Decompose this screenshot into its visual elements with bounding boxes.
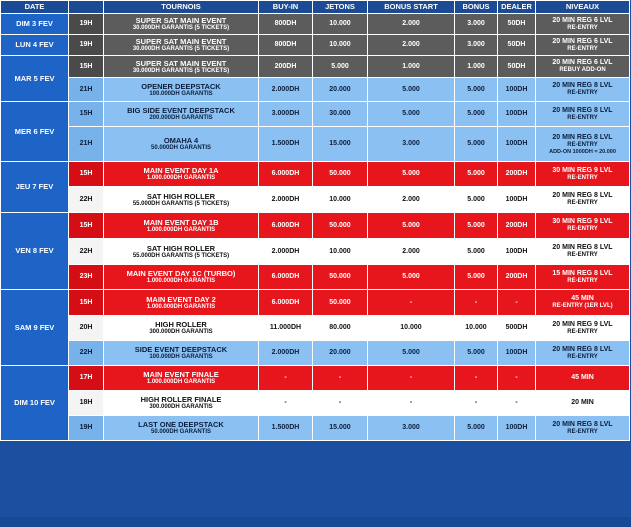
event-name: SUPER SAT MAIN EVENT: [135, 16, 227, 25]
dealer-cell: -: [498, 366, 536, 391]
buy-in-cell: 200DH: [259, 56, 313, 78]
event-guarantee: 1.000.000DH GARANTIS: [146, 175, 216, 181]
niveaux-cell: [536, 391, 630, 416]
event-name: SUPER SAT MAIN EVENT: [135, 58, 227, 68]
event-guarantee: 30.000DH GARANTIS (5 TICKETS): [132, 25, 230, 31]
bonus-start-cell: 5.000: [368, 265, 455, 290]
bonus-cell: -: [455, 391, 498, 416]
buy-in-cell: 800DH: [259, 14, 313, 35]
bonus-start-cell: 2.000: [368, 14, 455, 35]
jetons-cell: 10.000: [313, 187, 368, 213]
event-cell: [104, 265, 259, 290]
niveaux-line: RE-ENTRY: [567, 200, 598, 206]
table-row: [1, 56, 630, 78]
buy-in-cell: 6.000DH: [259, 162, 313, 187]
event-name: MAIN EVENT DAY 2: [146, 294, 216, 304]
jetons-cell: 10.000: [313, 14, 368, 35]
jetons-cell: 50.000: [313, 265, 368, 290]
buy-in-cell: 6.000DH: [259, 290, 313, 316]
event-name: MAIN EVENT DAY 1B: [143, 217, 219, 227]
dealer-cell: 50DH: [498, 56, 536, 78]
time-cell: 19H: [69, 14, 104, 35]
jetons-cell: 80.000: [313, 316, 368, 341]
event-name: SUPER SAT MAIN EVENT: [135, 37, 227, 46]
niveaux-line: 20 MIN REG 6 LVL: [552, 16, 613, 24]
bonus-cell: 3.000: [455, 14, 498, 35]
niveaux-cell: [536, 187, 630, 213]
bonus-start-cell: 5.000: [368, 102, 455, 127]
table-row: [1, 290, 630, 316]
date-cell: MAR 5 FEV: [1, 56, 69, 102]
bonus-cell: -: [455, 290, 498, 316]
header-time: [69, 1, 104, 14]
bonus-start-cell: 5.000: [368, 78, 455, 102]
header-niveaux: NIVEAUX: [536, 1, 630, 14]
table-row: [1, 78, 630, 102]
event-guarantee: 1.000.000DH GARANTIS: [146, 278, 216, 284]
event-cell: [104, 127, 259, 162]
event-name: MAIN EVENT DAY 1C (TURBO): [126, 269, 236, 278]
niveaux-line: 20 MIN: [571, 399, 594, 406]
buy-in-cell: 2.000DH: [259, 78, 313, 102]
bonus-start-cell: 2.000: [368, 35, 455, 56]
niveaux-line: 30 MIN REG 9 LVL: [552, 166, 613, 174]
niveaux-line: ADD-ON 1000DH = 20.000: [549, 148, 616, 155]
jetons-cell: 50.000: [313, 290, 368, 316]
time-cell: 22H: [69, 239, 104, 265]
event-name: HIGH ROLLER: [155, 320, 207, 329]
header-tournois: TOURNOIS: [104, 1, 259, 14]
jetons-cell: 30.000: [313, 102, 368, 127]
event-guarantee: 1.000.000DH GARANTIS: [146, 226, 216, 233]
table-header-row: [1, 1, 630, 14]
event-cell: [104, 78, 259, 102]
event-cell: [104, 341, 259, 366]
header-date: DATE: [1, 1, 69, 14]
event-name: MAIN EVENT DAY 1A: [143, 166, 219, 175]
niveaux-cell: [536, 366, 630, 391]
niveaux-line: RE-ENTRY: [567, 114, 598, 121]
dealer-cell: 100DH: [498, 416, 536, 441]
jetons-cell: 50.000: [313, 162, 368, 187]
niveaux-line: 20 MIN REG 8 LVL: [552, 192, 613, 199]
event-cell: [104, 187, 259, 213]
event-guarantee: 100.000DH GARANTIS: [149, 90, 213, 97]
buy-in-cell: -: [259, 366, 313, 391]
bonus-cell: 3.000: [455, 35, 498, 56]
dealer-cell: 100DH: [498, 239, 536, 265]
buy-in-cell: 3.000DH: [259, 102, 313, 127]
event-cell: [104, 56, 259, 78]
event-name: LAST ONE DEEPSTACK: [138, 420, 224, 429]
time-cell: 15H: [69, 213, 104, 239]
niveaux-cell: [536, 102, 630, 127]
date-cell: SAM 9 FEV: [1, 290, 69, 366]
event-guarantee: 1.000.000DH GARANTIS: [146, 379, 216, 385]
event-cell: [104, 239, 259, 265]
event-cell: [104, 35, 259, 56]
bonus-cell: 5.000: [455, 102, 498, 127]
event-guarantee: 55.000DH GARANTIS (5 TICKETS): [132, 252, 230, 259]
event-guarantee: 30.000DH GARANTIS (5 TICKETS): [132, 46, 230, 52]
dealer-cell: 100DH: [498, 102, 536, 127]
niveaux-line: 20 MIN REG 8 LVL: [552, 82, 613, 89]
niveaux-cell: [536, 14, 630, 35]
niveaux-line: RE-ENTRY: [567, 353, 598, 360]
niveaux-cell: [536, 162, 630, 187]
schedule-body: [1, 14, 630, 441]
date-cell: DIM 10 FEV: [1, 366, 69, 441]
niveaux-line: RE-ENTRY: [567, 90, 598, 96]
bonus-start-cell: 3.000: [368, 416, 455, 441]
bonus-start-cell: -: [368, 391, 455, 416]
buy-in-cell: 1.500DH: [259, 127, 313, 162]
time-cell: 19H: [69, 416, 104, 441]
time-cell: 23H: [69, 265, 104, 290]
date-cell: JEU 7 FEV: [1, 162, 69, 213]
niveaux-line: 30 MIN REG 9 LVL: [552, 218, 613, 225]
niveaux-line: RE-ENTRY: [567, 174, 598, 181]
niveaux-line: RE-ENTRY: [567, 252, 598, 258]
jetons-cell: 15.000: [313, 416, 368, 441]
niveaux-line: RE-ENTRY: [567, 24, 598, 31]
jetons-cell: 15.000: [313, 127, 368, 162]
niveaux-line: 20 MIN REG 8 LVL: [552, 106, 613, 114]
niveaux-cell: [536, 239, 630, 265]
bonus-cell: 5.000: [455, 265, 498, 290]
dealer-cell: 100DH: [498, 127, 536, 162]
table-row: [1, 239, 630, 265]
bonus-cell: 5.000: [455, 341, 498, 366]
event-guarantee: 100.000DH GARANTIS: [149, 354, 213, 360]
event-cell: [104, 290, 259, 316]
table-row: [1, 35, 630, 56]
niveaux-cell: [536, 127, 630, 162]
niveaux-cell: [536, 78, 630, 102]
event-guarantee: 50.000DH GARANTIS: [150, 429, 212, 435]
event-guarantee: 300.000DH GARANTIS: [149, 404, 213, 410]
bonus-cell: 10.000: [455, 316, 498, 341]
time-cell: 17H: [69, 366, 104, 391]
bonus-start-cell: 5.000: [368, 162, 455, 187]
table-row: [1, 316, 630, 341]
time-cell: 22H: [69, 341, 104, 366]
buy-in-cell: 11.000DH: [259, 316, 313, 341]
niveaux-line: 20 MIN REG 8 LVL: [552, 244, 613, 251]
event-name: SIDE EVENT DEEPSTACK: [134, 345, 228, 354]
bonus-cell: 1.000: [455, 56, 498, 78]
event-guarantee: 50.000DH GARANTIS: [150, 145, 212, 151]
event-guarantee: 30.000DH GARANTIS (5 TICKETS): [132, 67, 230, 74]
buy-in-cell: 800DH: [259, 35, 313, 56]
niveaux-line: 45 MIN: [571, 374, 594, 381]
header-buy-in: BUY-IN: [259, 1, 313, 14]
time-cell: 15H: [69, 162, 104, 187]
table-row: [1, 391, 630, 416]
time-cell: 18H: [69, 391, 104, 416]
bonus-cell: 5.000: [455, 127, 498, 162]
bonus-start-cell: 3.000: [368, 127, 455, 162]
event-guarantee: 200.000DH GARANTIS: [149, 115, 213, 121]
buy-in-cell: 2.000DH: [259, 187, 313, 213]
bonus-cell: 5.000: [455, 187, 498, 213]
dealer-cell: 50DH: [498, 14, 536, 35]
niveaux-cell: [536, 416, 630, 441]
buy-in-cell: 2.000DH: [259, 341, 313, 366]
event-name: SAT HIGH ROLLER: [146, 243, 216, 253]
niveaux-cell: [536, 290, 630, 316]
dealer-cell: 100DH: [498, 341, 536, 366]
event-cell: [104, 213, 259, 239]
dealer-cell: 100DH: [498, 78, 536, 102]
niveaux-line: RE-ENTRY: [567, 328, 598, 335]
time-cell: 21H: [69, 127, 104, 162]
niveaux-cell: [536, 265, 630, 290]
niveaux-line: RE-ENTRY: [567, 141, 598, 148]
dealer-cell: 200DH: [498, 213, 536, 239]
table-row: [1, 102, 630, 127]
event-cell: [104, 14, 259, 35]
header-dealer: DEALER: [498, 1, 536, 14]
time-cell: 15H: [69, 102, 104, 127]
niveaux-line: REBUY ADD-ON: [559, 67, 606, 73]
table-row: [1, 162, 630, 187]
dealer-cell: -: [498, 290, 536, 316]
bonus-cell: 5.000: [455, 239, 498, 265]
bonus-start-cell: -: [368, 290, 455, 316]
jetons-cell: 20.000: [313, 341, 368, 366]
date-cell: DIM 3 FEV: [1, 14, 69, 35]
bonus-cell: 5.000: [455, 78, 498, 102]
table-row: [1, 213, 630, 239]
niveaux-cell: [536, 213, 630, 239]
niveaux-cell: [536, 316, 630, 341]
niveaux-line: 45 MIN: [571, 295, 594, 302]
niveaux-cell: [536, 56, 630, 78]
table-row: [1, 416, 630, 441]
table-row: [1, 187, 630, 213]
jetons-cell: -: [313, 391, 368, 416]
niveaux-line: 20 MIN REG 9 LVL: [552, 320, 613, 328]
buy-in-cell: -: [259, 391, 313, 416]
niveaux-line: RE-ENTRY: [567, 428, 598, 435]
time-cell: 15H: [69, 56, 104, 78]
bonus-cell: 5.000: [455, 213, 498, 239]
bonus-start-cell: -: [368, 366, 455, 391]
buy-in-cell: 2.000DH: [259, 239, 313, 265]
event-guarantee: 1.000.000DH GARANTIS: [146, 303, 216, 310]
event-cell: [104, 162, 259, 187]
jetons-cell: -: [313, 366, 368, 391]
niveaux-cell: [536, 341, 630, 366]
niveaux-cell: [536, 35, 630, 56]
event-name: OPENER DEEPSTACK: [141, 81, 221, 91]
event-cell: [104, 391, 259, 416]
niveaux-line: 20 MIN REG 8 LVL: [552, 420, 613, 428]
table-row: [1, 366, 630, 391]
bonus-cell: 5.000: [455, 162, 498, 187]
bonus-start-cell: 2.000: [368, 239, 455, 265]
jetons-cell: 50.000: [313, 213, 368, 239]
event-cell: [104, 316, 259, 341]
jetons-cell: 20.000: [313, 78, 368, 102]
niveaux-line: RE-ENTRY (1ER LVL): [552, 303, 613, 309]
event-name: SAT HIGH ROLLER: [146, 191, 216, 201]
niveaux-line: RE-ENTRY: [567, 277, 598, 284]
event-cell: [104, 366, 259, 391]
time-cell: 22H: [69, 187, 104, 213]
bonus-cell: -: [455, 366, 498, 391]
bonus-start-cell: 5.000: [368, 341, 455, 366]
dealer-cell: 200DH: [498, 162, 536, 187]
table-row: [1, 127, 630, 162]
jetons-cell: 5.000: [313, 56, 368, 78]
niveaux-line: 15 MIN REG 8 LVL: [552, 269, 613, 277]
dealer-cell: 50DH: [498, 35, 536, 56]
jetons-cell: 10.000: [313, 35, 368, 56]
date-cell: LUN 4 FEV: [1, 35, 69, 56]
table-row: [1, 265, 630, 290]
date-cell: MER 6 FEV: [1, 102, 69, 162]
niveaux-line: RE-ENTRY: [567, 226, 598, 232]
table-row: [1, 14, 630, 35]
time-cell: 19H: [69, 35, 104, 56]
dealer-cell: -: [498, 391, 536, 416]
bonus-start-cell: 5.000: [368, 213, 455, 239]
bonus-cell: 5.000: [455, 416, 498, 441]
event-name: MAIN EVENT FINALE: [143, 370, 219, 379]
footer-bar: [0, 517, 631, 527]
dealer-cell: 100DH: [498, 187, 536, 213]
niveaux-line: 20 MIN REG 6 LVL: [552, 59, 613, 66]
event-cell: [104, 416, 259, 441]
time-cell: 21H: [69, 78, 104, 102]
event-name: OMAHA 4: [163, 136, 199, 145]
buy-in-cell: 6.000DH: [259, 213, 313, 239]
event-guarantee: 55.000DH GARANTIS (5 TICKETS): [132, 200, 230, 207]
buy-in-cell: 1.500DH: [259, 416, 313, 441]
dealer-cell: 200DH: [498, 265, 536, 290]
event-guarantee: 300.000DH GARANTIS: [149, 329, 213, 335]
event-name: BIG SIDE EVENT DEEPSTACK: [127, 106, 235, 115]
event-cell: [104, 102, 259, 127]
header-bonus: BONUS: [455, 1, 498, 14]
bonus-start-cell: 1.000: [368, 56, 455, 78]
time-cell: 15H: [69, 290, 104, 316]
time-cell: 20H: [69, 316, 104, 341]
buy-in-cell: 6.000DH: [259, 265, 313, 290]
header-jetons: JETONS: [313, 1, 368, 14]
table-row: [1, 341, 630, 366]
dealer-cell: 500DH: [498, 316, 536, 341]
date-cell: VEN 8 FEV: [1, 213, 69, 290]
event-name: HIGH ROLLER FINALE: [140, 395, 222, 404]
niveaux-line: RE-ENTRY: [567, 45, 598, 52]
jetons-cell: 10.000: [313, 239, 368, 265]
header-bonus-start: BONUS START: [368, 1, 455, 14]
niveaux-line: 20 MIN REG 8 LVL: [552, 133, 613, 141]
bonus-start-cell: 10.000: [368, 316, 455, 341]
bonus-start-cell: 2.000: [368, 187, 455, 213]
niveaux-line: 20 MIN REG 6 LVL: [552, 37, 613, 45]
niveaux-line: 20 MIN REG 8 LVL: [552, 345, 613, 353]
